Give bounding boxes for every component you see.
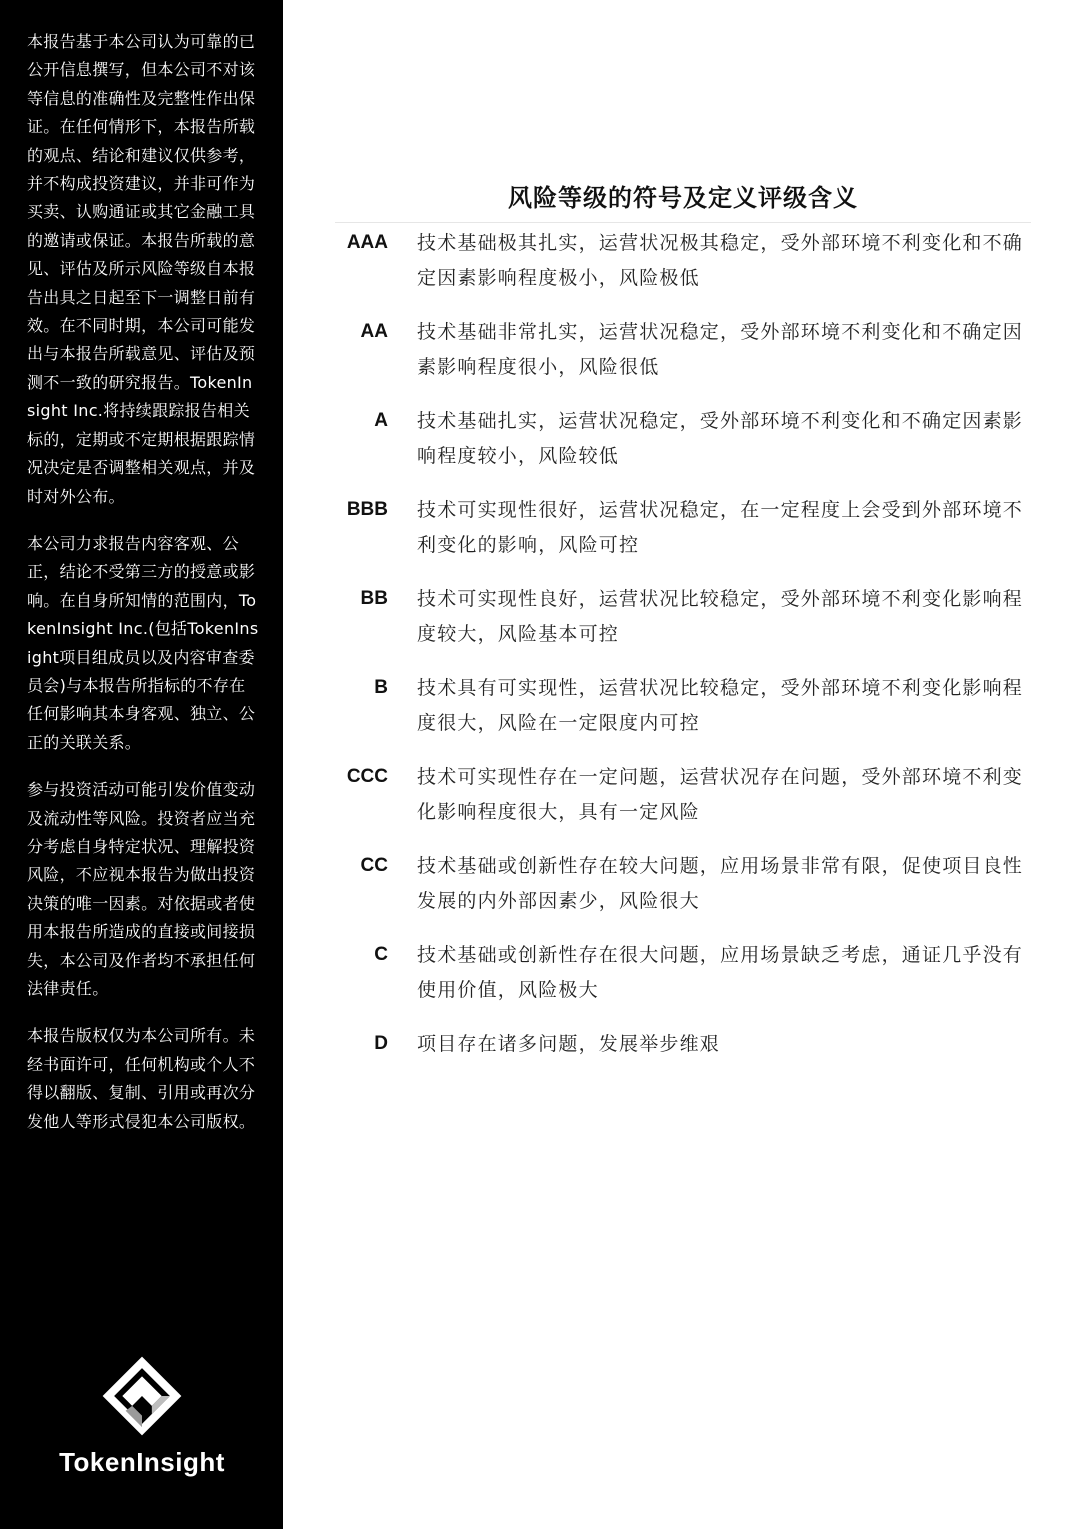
disclaimer-text <box>27 28 259 1155</box>
rating-code: BBB <box>346 499 388 520</box>
rating-row-bbb <box>335 493 1031 582</box>
rating-code: BB <box>360 588 388 609</box>
rating-description: 技术可实现性良好，运营状况比较稳定，受外部环境不利变化影响程度较大，风险基本可控 <box>417 588 1024 645</box>
disclaimer-paragraph-copyright: 本报告版权仅为本公司所有。未经书面许可，任何机构或个人不得以翻版、复制、引用或再次分发他人等形式侵犯本公司版权。 <box>27 1026 256 1131</box>
disclaimer-paragraph-risk: 参与投资活动可能引发价值变动及流动性等风险。投资者应当充分考虑自身特定状况、理解投资风险，不应视本报告为做出投资决策的唯一因素。对依据或者使用本报告所造成的直接或间接损失，本公司及作者均不承担任何法律责任。 <box>27 780 256 998</box>
disclaimer-paragraph-objectivity: 本公司力求报告内容客观、公正，结论不受第三方的授意或影响。在自身所知情的范围内，TokenInsight Inc.(包括TokenInsight项目组成员以及内容审查委员会)与本报告所指标的不存在任何影响其本身客观、独立、公正的关联关系。 <box>27 533 259 752</box>
rating-code: C <box>374 944 388 965</box>
rating-row-d <box>335 1027 1031 1116</box>
rating-code: CCC <box>346 766 388 787</box>
rating-description: 技术基础扎实，运营状况稳定，受外部环境不利变化和不确定因素影响程度较小，风险较低 <box>417 410 1024 467</box>
rating-description: 技术基础或创新性存在很大问题，应用场景缺乏考虑，通证几乎没有使用价值，风险极大 <box>417 944 1024 1001</box>
rating-code: CC <box>360 855 388 876</box>
disclaimer-sidebar <box>0 0 283 1529</box>
page-title: 风险等级的符号及定义评级含义 <box>335 178 1031 223</box>
rating-row-a <box>335 404 1031 493</box>
tokeninsight-logo <box>40 1355 244 1478</box>
rating-description: 技术具有可实现性，运营状况比较稳定，受外部环境不利变化影响程度很大，风险在一定限度内可控 <box>417 677 1024 734</box>
rating-code: AAA <box>346 232 388 253</box>
rating-row-bb <box>335 582 1031 671</box>
logo-wordmark: TokenInsight <box>59 1447 225 1477</box>
rating-row-b <box>335 671 1031 760</box>
rating-code: B <box>374 677 388 698</box>
rating-row-ccc <box>335 760 1031 849</box>
rating-description: 技术基础非常扎实，运营状况稳定，受外部环境不利变化和不确定因素影响程度很小，风险很低 <box>417 321 1024 378</box>
rating-description: 技术可实现性存在一定问题，运营状况存在问题，受外部环境不利变化影响程度很大，具有一定风险 <box>417 766 1024 823</box>
disclaimer-paragraph-reliability: 本报告基于本公司认为可靠的已公开信息撰写，但本公司不对该等信息的准确性及完整性作出保证。在任何情形下，本报告所载的观点、结论和建议仅供参考，并不构成投资建议，并非可作为买卖、认购通证或其它金融工具的邀请或保证。本报告所载的意见、评估及所示风险等级自本报告出具之日起至下一调整日前有效。在不同时期，本公司可能发出与本报告所载意见、评估及预测不一致的研究报告。TokenInsight Inc.将持续跟踪报告相关标的，定期或不定期根据跟踪情况决定是否调整相关观点，并及时对外公布。 <box>27 32 256 506</box>
rating-code: A <box>374 410 388 431</box>
tokeninsight-logo-icon <box>101 1355 183 1437</box>
rating-description: 技术可实现性很好，运营状况稳定，在一定程度上会受到外部环境不利变化的影响，风险可控 <box>417 499 1024 556</box>
rating-row-aaa <box>335 226 1031 315</box>
rating-description: 技术基础极其扎实，运营状况极其稳定，受外部环境不利变化和不确定因素影响程度极小，风险极低 <box>417 232 1024 289</box>
rating-row-aa <box>335 315 1031 404</box>
rating-definitions <box>335 178 1031 1116</box>
rating-row-cc <box>335 849 1031 938</box>
rating-description: 技术基础或创新性存在较大问题，应用场景非常有限，促使项目良性发展的内外部因素少，风险很大 <box>417 855 1024 912</box>
rating-code: AA <box>360 321 388 342</box>
rating-code: D <box>374 1033 388 1054</box>
rating-list <box>335 226 1031 1116</box>
rating-row-c <box>335 938 1031 1027</box>
rating-description: 项目存在诸多问题，发展举步维艰 <box>417 1033 721 1055</box>
